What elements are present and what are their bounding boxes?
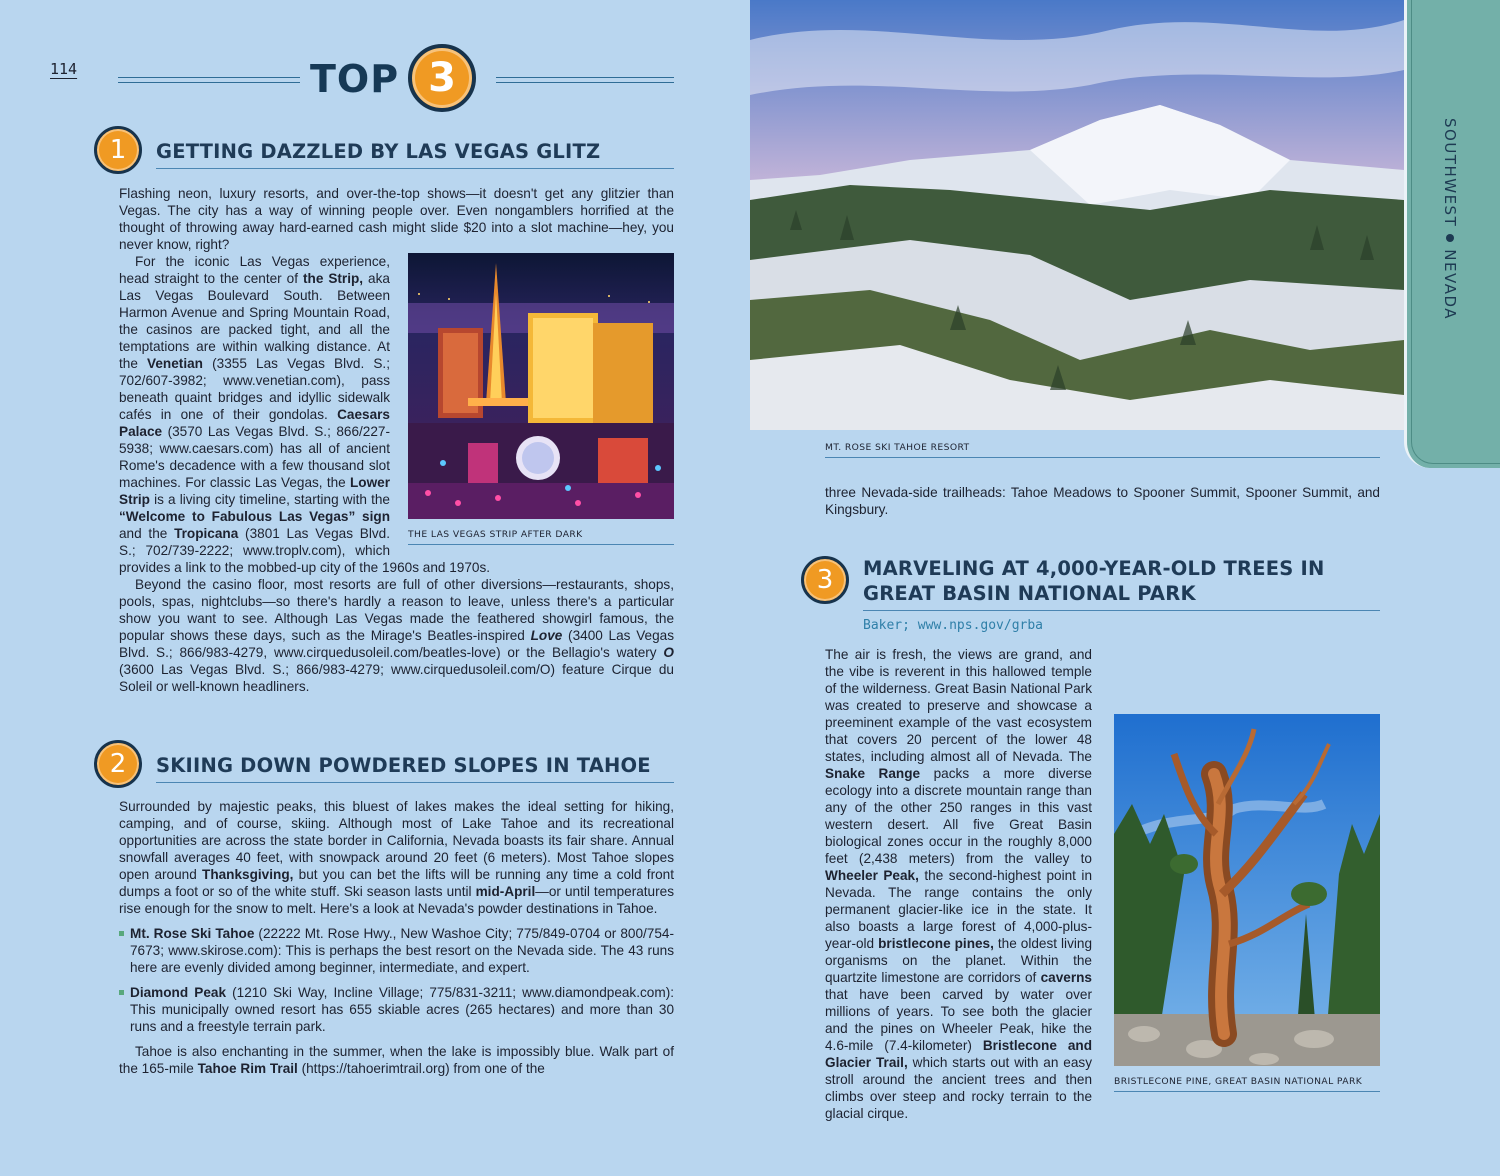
section-1-paragraph-1: Flashing neon, luxury resorts, and over-the-top shows—it doesn't get any glitzier than Vegas. The city has a way of winning people over. Even nongamblers horrified at the thought of throwing away hard-earned cash might slide $20 into a slot machine—hey, you never know, right? <box>119 186 674 252</box>
las-vegas-figure <box>408 253 674 545</box>
section-2-heading <box>94 740 674 790</box>
top-word: TOP <box>310 57 400 101</box>
section-1-body <box>119 185 674 695</box>
header-rule-right <box>496 77 674 83</box>
section-3-title: MARVELING AT 4,000-YEAR-OLD TREES IN GREAT BASIN NATIONAL PARK <box>863 556 1380 611</box>
top3-number-badge: 3 <box>408 44 476 112</box>
las-vegas-caption: THE LAS VEGAS STRIP AFTER DARK <box>408 519 674 545</box>
section-1-paragraph-2: For the iconic Las Vegas experience, head straight to the center of the Strip, aka Las Vegas Boulevard South. Between Harmon Avenue and Spring Mountain Road, the casinos are packed tight, and all the temptations are within walking distance. At the Venetian (3355 Las Vegas Blvd. S.; 702/607-3982; www.venetian.com), pass beneath quaint bridges and idyllic sidewalk cafés in one of their gondolas. Caesars Palace (3570 Las Vegas Blvd. S.; 866/227-5938; www.caesars.com) has all of ancient Rome's decadence with a few thousand slot machines. For classic Las Vegas, the Lower Strip is a living city timeline, starting with the “Welcome to Fabulous Las Vegas” sign and the Tropicana (3801 Las Vegas Blvd. S.; 702/739-2222; www.troplv.com), which provides a link to the mobbed-up city of the 1960s and 1970s. <box>119 254 491 575</box>
mt-rose-photo <box>750 0 1404 430</box>
section-3-number-badge: 3 <box>801 556 849 604</box>
section-2-body <box>119 798 674 1077</box>
section-2-title: SKIING DOWN POWDERED SLOPES IN TAHOE <box>156 753 674 783</box>
chapter-side-tab <box>1404 0 1500 468</box>
section-1-heading <box>94 126 674 176</box>
section-2-paragraph-1: Surrounded by majestic peaks, this bluest of lakes makes the ideal setting for hiking, camping, and of course, skiing. Although most of Lake Tahoe and its recreational opportunities are across the state border in California, Nevada boasts its fair share. Annual snowfall averages 40 feet, with snowpack around 20 feet (6 meters). Most Tahoe slopes open around Thanksgiving, but you can bet the lifts will be running any time a cold front dumps a foot or so of the white stuff. Ski season lasts until mid-April—or until temperatures rise enough for the snow to melt. Here's a look at Nevada's powder destinations in Tahoe. <box>119 799 675 916</box>
bristlecone-caption: BRISTLECONE PINE, GREAT BASIN NATIONAL PARK <box>1114 1066 1380 1092</box>
section-3-location: Baker; www.nps.gov/grba <box>863 618 1044 633</box>
dot-separator-icon <box>1447 234 1455 242</box>
section-2-continuation: three Nevada-side trailheads: Tahoe Meadows to Spooner Summit, Spooner Summit, and Kingsbury. <box>825 485 1380 517</box>
list-item-mt-rose: Mt. Rose Ski Tahoe (22222 Mt. Rose Hwy., New Washoe City; 775/849-0704 or 800/754-7673; www.skirose.com): This is perhaps the best resort on the Nevada side. The 43 runs here are evenly divided among beginner, intermediate, and expert. <box>119 925 674 976</box>
section-3-paragraph-1: The air is fresh, the views are grand, and the vibe is reverent in this hallowed temple of the wilderness. Great Basin National Park was created to preserve and showcase a preeminent example of the vast ecosystem that covers 20 percent of the lower 48 states, including almost all of Nevada. The Snake Range packs a more diverse ecology into a discrete mountain range than any of the other 250 ranges in this vast western desert. All five Great Basin biological zones occur in the roughly 8,000 feet (2,438 meters) from the valley to Wheeler Peak, the second-highest point in Nevada. The range contains the only permanent glacier-like ice in the state. It also boasts a large forest of 4,000-plus-year-old bristlecone pines, the oldest living organisms on the planet. Within the quartzite limestone are corridors of caverns that have been carved by water over millions of years. To see both the glacier and the pines on Wheeler Peak, hike the 4.6-mile (7.4-kilometer) Bristlecone and Glacier Trail, which starts out with an easy stroll around the ancient trees and then climbs over steep and rocky terrain to the glacial cirque. <box>825 647 1093 1121</box>
section-1-number-badge: 1 <box>94 126 142 174</box>
mt-rose-caption: MT. ROSE SKI TAHOE RESORT <box>825 432 1380 458</box>
section-3-heading <box>801 556 1380 616</box>
section-1-title: GETTING DAZZLED BY LAS VEGAS GLITZ <box>156 139 674 169</box>
top3-header <box>118 44 674 116</box>
las-vegas-strip-photo <box>408 253 674 519</box>
list-item-diamond-peak: Diamond Peak (1210 Ski Way, Incline Village; 775/831-3211; www.diamondpeak.com): This municipally owned resort has 655 skiable acres (265 hectares) and more than 30 runs and a freestyle terrain park. <box>119 984 674 1035</box>
bristlecone-figure <box>1114 714 1380 1092</box>
section-2-paragraph-2: Tahoe is also enchanting in the summer, when the lake is impossibly blue. Walk part of the 165-mile Tahoe Rim Trail (https://tahoerimtrail.org) from one of the <box>119 1044 674 1076</box>
section-3-body <box>825 646 1380 1122</box>
header-rule-left <box>118 77 300 83</box>
bristlecone-pine-photo <box>1114 714 1380 1066</box>
page-number-left: 114 <box>50 60 78 78</box>
section-2-number-badge: 2 <box>94 740 142 788</box>
section-1-paragraph-3: Beyond the casino floor, most resorts are full of other diversions—restaurants, shops, pools, spas, nightclubs—so there's hardly a reason to leave, unless there's a particular show you want to see. Although Las Vegas made the feathered showgirl famous, the popular shows these days, such as the Mirage's Beatles-inspired Love (3400 Las Vegas Blvd. S.; 866/983-4279, www.cirquedusoleil.com/beatles-love) or the Bellagio's watery O (3600 Las Vegas Blvd. S.; 866/983-4279; www.cirquedusoleil.com/O) feature Cirque du Soleil or well-known headliners. <box>119 577 675 694</box>
side-tab-label: SOUTHWESTNEVADA <box>1441 118 1459 321</box>
